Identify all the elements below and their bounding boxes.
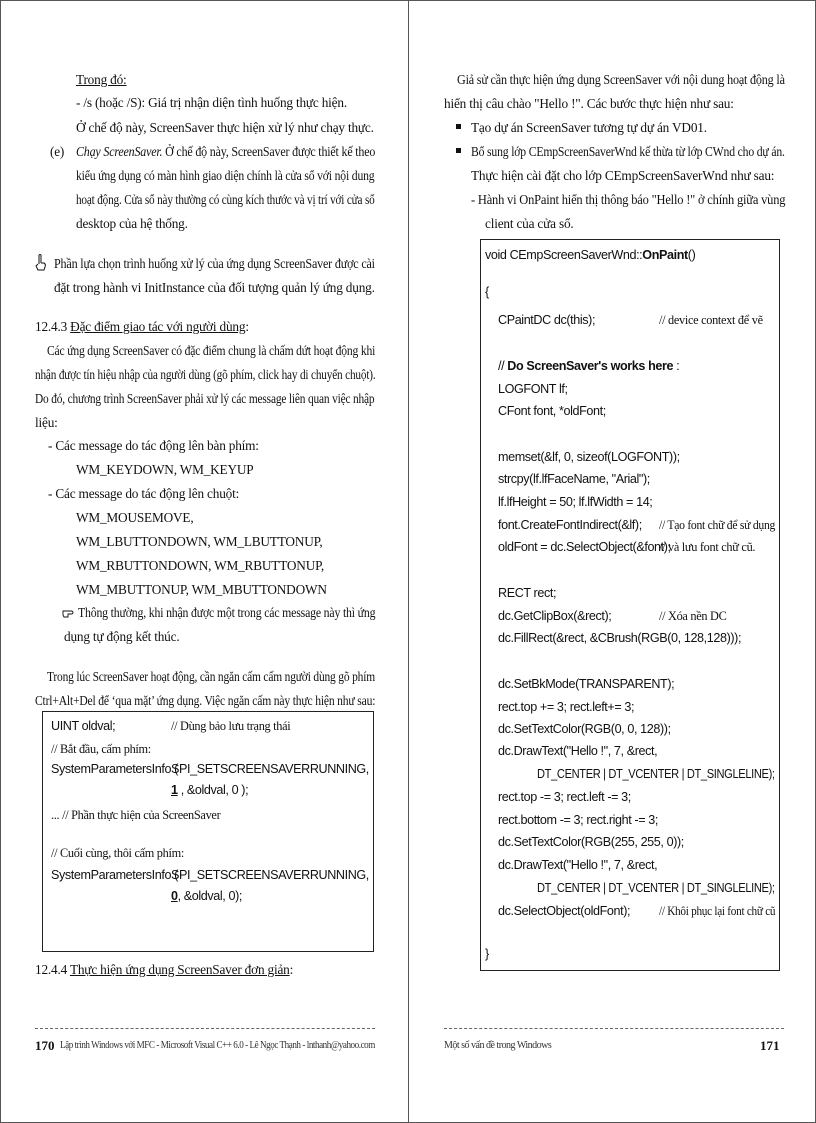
item-e-label: (e) bbox=[50, 144, 65, 159]
code-comment-slashes: // bbox=[498, 359, 508, 373]
code-line: strcpy(lf.lfFaceName, "Arial"); bbox=[498, 472, 650, 486]
code-line bbox=[498, 358, 679, 374]
code-line bbox=[171, 888, 242, 904]
code-line: LOGFONT lf; bbox=[498, 382, 568, 396]
code-comment: // Xóa nền DC bbox=[659, 609, 727, 623]
code-comment: // Tạo font chữ để sử dụng bbox=[659, 518, 776, 532]
section-title: Thực hiện ứng dụng ScreenSaver đơn giản bbox=[69, 962, 290, 977]
code-line: { bbox=[485, 285, 489, 299]
tip-line-1: Thông thường, khi nhận được một trong các message này thì ứng bbox=[78, 605, 376, 620]
code-line: dc.GetClipBox(&rect); bbox=[498, 609, 612, 623]
bullet-icon bbox=[456, 148, 461, 153]
para-line-3: Do đó, chương trình ScreenSaver phải xử lý các message liên quan việc nhập bbox=[35, 391, 375, 406]
mouse-messages-1: WM_MOUSEMOVE, bbox=[76, 510, 194, 525]
code-line: SPI_SETSCREENSAVERRUNNING, bbox=[171, 762, 369, 776]
code-line: dc.SetTextColor(RGB(0, 0, 128)); bbox=[498, 722, 671, 736]
para-line-2: nhận được tín hiệu nhập của người dùng (gõ phím, click hay di chuyển chuột). bbox=[35, 367, 376, 382]
code-line bbox=[171, 782, 248, 798]
hand-pointer-icon bbox=[62, 607, 75, 618]
code-line: } bbox=[485, 947, 489, 961]
code-line: RECT rect; bbox=[498, 586, 557, 600]
item-e-text: Ở chế độ này, ScreenSaver được thiết kế theo bbox=[162, 144, 376, 159]
item-e-title: Chạy ScreenSaver. bbox=[76, 144, 163, 159]
section-number: 12.4.4 bbox=[35, 962, 70, 977]
code-args: , &oldval, 0); bbox=[177, 889, 243, 903]
para-line-1: Các ứng dụng ScreenSaver có đặc điểm chung là chấm dứt hoạt động khi bbox=[47, 343, 376, 358]
code-line: DT_CENTER | DT_VCENTER | DT_SINGLELINE); bbox=[537, 881, 775, 895]
intro-line-2: hiển thị câu chào "Hello !". Các bước thực hiện như sau: bbox=[444, 96, 734, 111]
code-line: font.CreateFontIndirect(&lf); bbox=[498, 518, 642, 532]
code-line: CFont font, *oldFont; bbox=[498, 404, 606, 418]
note-line-2: đặt trong hành vi InitInstance của đối tượng quản lý ứng dụng. bbox=[54, 280, 375, 295]
code-comment: // Cuối cùng, thôi cấm phím: bbox=[51, 846, 185, 860]
note-line-1: Phần lựa chọn trình huống xử lý của ứng dụng ScreenSaver được cài bbox=[54, 256, 375, 271]
code-value-zero: 0 bbox=[171, 889, 178, 903]
keyboard-messages: WM_KEYDOWN, WM_KEYUP bbox=[76, 462, 254, 477]
code-line bbox=[485, 247, 695, 263]
page-divider bbox=[408, 0, 409, 1123]
code-comment: // Dùng bảo lưu trạng thái bbox=[171, 719, 291, 733]
code-line: SystemParametersInfo ( bbox=[51, 762, 178, 776]
code-line: oldFont = dc.SelectObject(&font); bbox=[498, 540, 671, 554]
code-line: dc.DrawText("Hello !", 7, &rect, bbox=[498, 858, 658, 872]
pointing-hand-icon bbox=[35, 254, 47, 272]
onpaint-line-1: - Hành vi OnPaint hiển thị thông báo "Hello !" ở chính giữa vùng bbox=[471, 192, 786, 207]
page-number: 170 bbox=[35, 1038, 55, 1053]
code-comment: ... // Phần thực hiện của ScreenSaver bbox=[51, 808, 221, 822]
code-line: dc.SetBkMode(TRANSPARENT); bbox=[498, 677, 675, 691]
code-line: lf.lfHeight = 50; lf.lfWidth = 14; bbox=[498, 495, 653, 509]
keyboard-messages-heading: - Các message do tác động lên bàn phím: bbox=[48, 438, 259, 453]
page-number: 171 bbox=[760, 1038, 780, 1053]
step-1: Tạo dự án ScreenSaver tương tự dự án VD01. bbox=[471, 120, 707, 135]
onpaint-line-2: client của cửa sổ. bbox=[485, 216, 574, 231]
footer-rule bbox=[35, 1028, 375, 1029]
code-line: rect.bottom -= 3; rect.right -= 3; bbox=[498, 813, 658, 827]
section-colon: : bbox=[289, 962, 294, 977]
code-line: dc.SelectObject(oldFont); bbox=[498, 904, 631, 918]
code-comment-colon: : bbox=[673, 359, 680, 373]
step-2-line-2: Thực hiện cài đặt cho lớp CEmpScreenSaverWnd như sau: bbox=[471, 168, 775, 183]
ctrl-alt-del-line-1: Trong lúc ScreenSaver hoạt động, cần ngăn cấm cấm người dùng gõ phím bbox=[47, 669, 375, 684]
code-box-left bbox=[42, 711, 374, 952]
mouse-messages-3: WM_RBUTTONDOWN, WM_RBUTTONUP, bbox=[76, 558, 324, 573]
mouse-messages-heading: - Các message do tác động lên chuột: bbox=[48, 486, 240, 501]
section-title: Đặc điểm giao tác với người dùng bbox=[70, 319, 246, 334]
item-e-first-line bbox=[76, 143, 375, 160]
code-comment-bold: Do ScreenSaver's works here bbox=[507, 359, 674, 373]
code-box-right bbox=[480, 239, 780, 971]
code-line: SystemParametersInfo ( bbox=[51, 868, 178, 882]
mouse-messages-4: WM_MBUTTONUP, WM_MBUTTONDOWN bbox=[76, 582, 327, 597]
code-method: OnPaint bbox=[642, 248, 688, 262]
code-line: dc.FillRect(&rect, &CBrush(RGB(0, 128,128))); bbox=[498, 631, 742, 645]
section-12-4-3-heading bbox=[35, 318, 249, 335]
footer-rule bbox=[444, 1028, 784, 1029]
footer-text: Một số vấn đề trong Windows bbox=[444, 1040, 552, 1051]
trong-do-label: Trong đó: bbox=[76, 72, 127, 87]
intro-line-1: Giả sử cần thực hiện ứng dụng ScreenSaver với nội dung hoạt động là bbox=[457, 72, 785, 87]
code-line: UINT oldval; bbox=[51, 719, 116, 733]
code-comment: // Khôi phục lại font chữ cũ bbox=[659, 904, 776, 918]
code-comment: // Bắt đầu, cấm phím: bbox=[51, 742, 151, 756]
footer-text: Lập trình Windows với MFC - Microsoft Visual C++ 6.0 - Lê Ngọc Thạnh - lnthanh@yahoo.com bbox=[60, 1040, 375, 1051]
item-e-line-4: desktop của hệ thống. bbox=[76, 216, 188, 231]
code-args: , &oldval, 0 ); bbox=[177, 783, 249, 797]
mouse-messages-2: WM_LBUTTONDOWN, WM_LBUTTONUP, bbox=[76, 534, 323, 549]
ctrl-alt-del-line-2: Ctrl+Alt+Del để ‘qua mặt’ ứng dụng. Việc ngăn cấm này thực hiện như sau: bbox=[35, 693, 376, 708]
code-parens: () bbox=[687, 248, 696, 262]
code-class: void CEmpScreenSaverWnd:: bbox=[485, 248, 643, 262]
code-line: rect.top += 3; rect.left+= 3; bbox=[498, 700, 635, 714]
code-value-one: 1 bbox=[171, 783, 178, 797]
code-line: dc.DrawText("Hello !", 7, &rect, bbox=[498, 744, 658, 758]
section-number: 12.4.3 bbox=[35, 319, 71, 334]
section-colon: : bbox=[245, 319, 249, 334]
bullet-icon bbox=[456, 124, 461, 129]
code-line: dc.SetTextColor(RGB(255, 255, 0)); bbox=[498, 835, 684, 849]
code-comment: // và lưu font chữ cũ. bbox=[659, 540, 756, 554]
code-line: SPI_SETSCREENSAVERRUNNING, bbox=[171, 868, 369, 882]
section-12-4-4-heading bbox=[35, 961, 293, 978]
code-line: memset(&lf, 0, sizeof(LOGFONT)); bbox=[498, 450, 680, 464]
code-line: CPaintDC dc(this); bbox=[498, 313, 596, 327]
step-2-line-1: Bổ sung lớp CEmpScreenSaverWnd kế thừa từ lớp CWnd cho dự án. bbox=[471, 144, 785, 159]
tip-line-2: dụng tự động kết thúc. bbox=[64, 629, 180, 644]
mode-run-line: Ở chế độ này, ScreenSaver thực hiện xử lý như chạy thực. bbox=[76, 120, 374, 135]
para-line-4: liệu: bbox=[35, 415, 58, 430]
code-line: rect.top -= 3; rect.left -= 3; bbox=[498, 790, 631, 804]
item-e-line-3: hoạt động. Cửa sổ này thường có cùng kích thước và vị trí với cửa sổ bbox=[76, 192, 375, 207]
code-comment: // device context để vẽ bbox=[659, 313, 763, 327]
param-s-line: - /s (hoặc /S): Giá trị nhận diện tình huống thực hiện. bbox=[76, 95, 347, 110]
item-e-line-2: kiểu ứng dụng có màn hình giao diện chính là cửa sổ với nội dung bbox=[76, 168, 375, 183]
code-line: DT_CENTER | DT_VCENTER | DT_SINGLELINE); bbox=[537, 767, 775, 781]
